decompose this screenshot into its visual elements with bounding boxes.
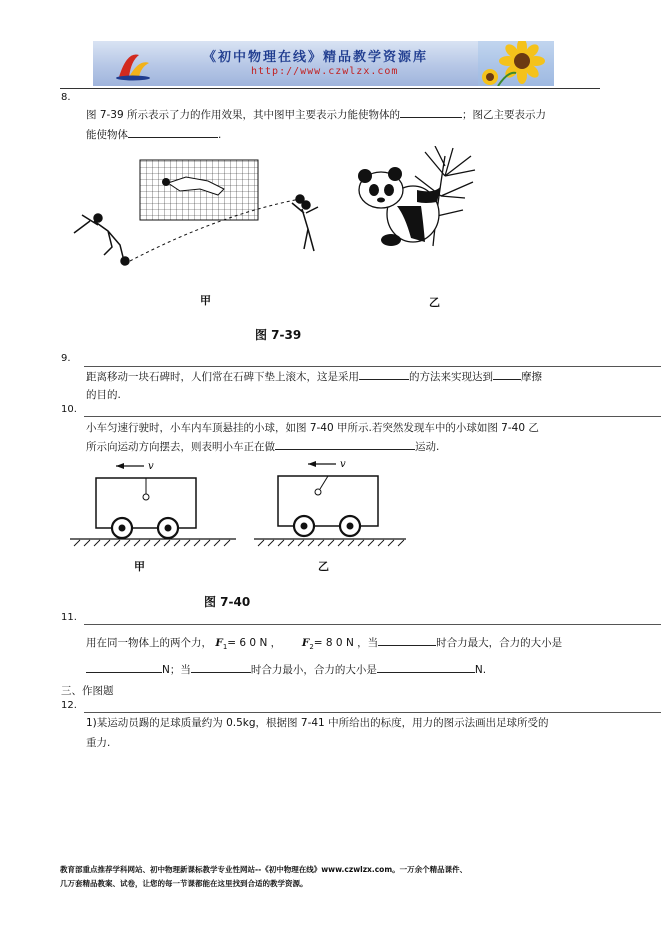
velocity-label-yi: v <box>340 459 346 470</box>
q11-answer-blank-2[interactable] <box>86 662 162 673</box>
cart-body-yi <box>278 476 378 526</box>
q11-text-b: 时合力最大，合力的大小是 <box>436 637 563 649</box>
logo-icon <box>113 47 153 81</box>
q10-text-a: 所示向运动方向摆去，则表明小车正在做 <box>86 441 275 453</box>
question-number-11: 11. <box>61 612 77 623</box>
q10-rule <box>84 416 661 417</box>
goal-net <box>140 160 258 220</box>
q8-text-a: 图 7-39 所示表示了力的作用效果，其中图甲主要表示力能使物体的 <box>86 109 401 121</box>
q11-text-e: N. <box>474 664 487 676</box>
q12-rule <box>84 712 661 713</box>
footer-line-1: 教育部重点推荐学科网站、初中物理新课标教学专业性网站--《初中物理在线》www.czwlzx.com。一万余个精品课件、 <box>60 865 468 874</box>
q11-answer-blank-4[interactable] <box>377 662 475 673</box>
q9-text-b: 的方法来实现达到 <box>409 371 493 383</box>
figure-7-40-label-yi: 乙 <box>318 560 329 573</box>
q9-text-c: 摩擦 <box>521 371 542 383</box>
q11-line-2 <box>86 662 486 677</box>
hanging-ball-yi <box>315 489 321 495</box>
q11-text-d: 时合力最小，合力的大小是 <box>250 664 377 676</box>
q8-text-c: 能使物体 <box>86 129 128 141</box>
footer-line-2: 几万套精品教案、试卷，让您的每一节课都能在这里找到合适的教学资源。 <box>60 879 308 888</box>
q11-rule <box>84 624 661 625</box>
q9-answer-blank-1[interactable] <box>359 369 409 380</box>
header-rule <box>60 88 600 89</box>
sunflower-icon <box>478 41 554 86</box>
q11-line-1 <box>86 635 562 651</box>
q8-text-end: . <box>218 129 222 141</box>
f1-value: = 6 0 N ， <box>227 637 282 649</box>
f2-subscript: 2 <box>309 643 314 652</box>
q8-line-2 <box>86 127 221 142</box>
q11-answer-blank-3[interactable] <box>191 662 251 673</box>
q8-answer-blank-1[interactable] <box>400 107 462 118</box>
figure-7-39-panda <box>345 146 485 251</box>
hanging-ball-jia <box>143 494 149 500</box>
q8-line-1 <box>86 107 546 122</box>
f2-symbol: F <box>301 637 310 649</box>
banner-title: 《初中物理在线》精品教学资源库 <box>203 50 429 65</box>
q9-answer-blank-2[interactable] <box>493 369 521 380</box>
question-number-10: 10. <box>61 404 77 415</box>
question-number-12: 12. <box>61 700 77 711</box>
question-number-8: 8. <box>61 92 71 103</box>
figure-7-40-label-jia: 甲 <box>134 560 145 573</box>
figure-7-39-label-yi: 乙 <box>429 296 440 309</box>
f1-symbol: F <box>215 637 223 649</box>
figure-7-40-cart-jia <box>68 456 238 548</box>
q10-answer-blank[interactable] <box>275 439 415 450</box>
banner-url[interactable]: http://www.czwlzx.com <box>251 66 399 77</box>
section-heading: 三、作图题 <box>61 685 114 697</box>
q11-answer-blank-1[interactable] <box>378 635 436 646</box>
velocity-label-jia: v <box>148 461 154 472</box>
q10-text-b: 运动. <box>415 441 440 453</box>
q11-text-c: N；当 <box>162 664 191 676</box>
q10-line-1: 小车匀速行驶时，小车内车顶悬挂的小球，如图 7-40 甲所示.若突然发现车中的小球如图 7-40 乙 <box>86 422 539 434</box>
f2-value: = 8 0 N ，当 <box>313 637 379 649</box>
figure-7-39-soccer <box>68 155 328 270</box>
q10-line-2 <box>86 439 439 454</box>
figure-7-40-cart-yi <box>252 456 408 548</box>
q9-rule <box>84 366 661 367</box>
figure-7-40-caption: 图 7-40 <box>204 595 251 609</box>
q12-line-2: 重力. <box>86 737 111 749</box>
kicker-icon <box>74 214 129 265</box>
f1-subscript: 1 <box>222 643 228 652</box>
q8-text-b: ；图乙主要表示力 <box>462 109 547 121</box>
q8-answer-blank-2[interactable] <box>128 127 218 138</box>
q9-line-1 <box>86 369 542 384</box>
figure-7-39-caption: 图 7-39 <box>255 328 302 342</box>
figure-7-39-label-jia: 甲 <box>200 294 211 307</box>
header-banner <box>93 41 554 86</box>
question-number-9: 9. <box>61 353 71 364</box>
q12-line-1: 1)某运动员踢的足球质量约为 0.5kg，根据图 7-41 中所给出的标度，用力的图示法画出足球所受的 <box>86 717 549 729</box>
q11-text-a: 用在同一物体上的两个力， <box>86 637 212 649</box>
header-player-icon <box>292 195 318 251</box>
q9-line-2: 的目的. <box>86 389 121 401</box>
panda-icon <box>358 167 441 246</box>
q9-text-a: 距离移动一块石碑时，人们常在石碑下垫上滚木，这是采用 <box>86 371 359 383</box>
